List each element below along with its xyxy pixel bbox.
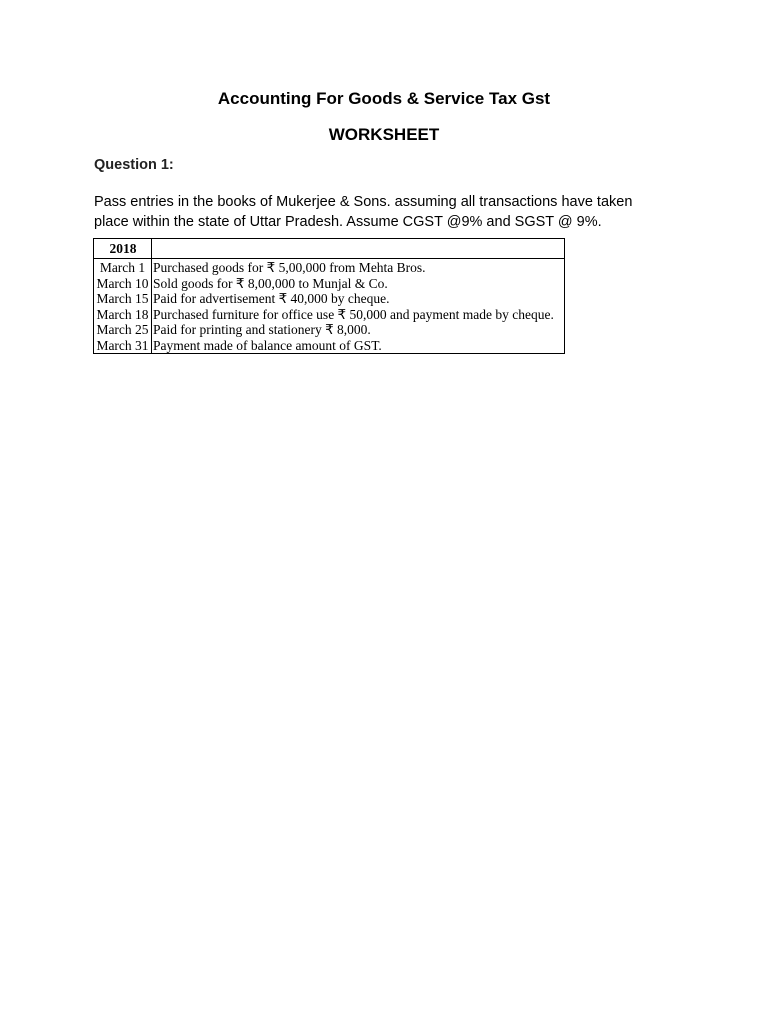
table-row: [94, 259, 565, 276]
question-instructions: Pass entries in the books of Mukerjee & Sons. assuming all transactions have taken place within the state of Uttar Pradesh. Assume CGST @9% and SGST @ 9%.: [94, 194, 633, 230]
row-description: Sold goods for ₹ 8,00,000 to Munjal & Co.: [152, 276, 565, 292]
table-row: [94, 338, 565, 354]
table-row: [94, 276, 565, 292]
year-header: 2018: [94, 239, 152, 259]
row-date: March 10: [94, 276, 152, 292]
row-description: Purchased furniture for office use ₹ 50,000 and payment made by cheque.: [152, 307, 565, 323]
worksheet-heading: WORKSHEET: [328, 125, 440, 144]
row-date: March 31: [94, 338, 152, 354]
document-title: Accounting For Goods & Service Tax Gst: [217, 89, 551, 108]
description-header: [152, 239, 565, 259]
table-row: [94, 307, 565, 323]
row-description: Paid for advertisement ₹ 40,000 by cheque.: [152, 291, 565, 307]
transactions-table: [93, 238, 565, 354]
row-date: March 18: [94, 307, 152, 323]
row-date: March 1: [94, 259, 152, 276]
row-date: March 25: [94, 322, 152, 338]
question-label: Question 1:: [94, 157, 174, 173]
table-header-row: [94, 239, 565, 259]
row-date: March 15: [94, 291, 152, 307]
row-description: Payment made of balance amount of GST.: [152, 338, 565, 354]
table-row: [94, 291, 565, 307]
row-description: Paid for printing and stationery ₹ 8,000.: [152, 322, 565, 338]
table-row: [94, 322, 565, 338]
row-description: Purchased goods for ₹ 5,00,000 from Mehta Bros.: [152, 259, 565, 276]
